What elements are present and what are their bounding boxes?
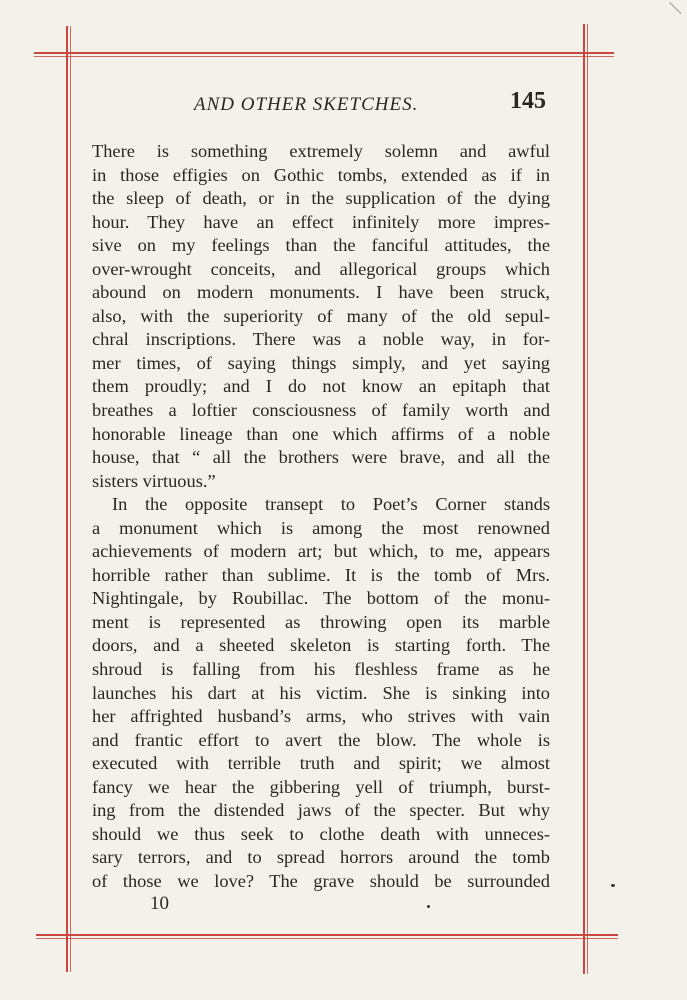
right-border-rule	[583, 24, 585, 974]
left-border-rule-inner	[70, 26, 71, 972]
text-line: ment is represented as throwing open its marble	[92, 611, 550, 632]
bottom-border-rule-inner	[36, 938, 618, 939]
signature-mark: 10	[150, 893, 169, 914]
text-line: horrible rather than sublime. It is the tomb of Mrs.	[92, 564, 550, 585]
text-line: honorable lineage than one which affirms of a noble	[92, 423, 550, 444]
text-line: fancy we hear the gibbering yell of triumph, burst-	[92, 776, 550, 797]
text-line: them proudly; and I do not know an epitaph that	[92, 376, 550, 397]
text-line: over-wrought conceits, and allegorical groups which	[92, 258, 550, 279]
text-line: doors, and a sheeted skeleton is starting forth. The	[92, 635, 550, 656]
text-line: executed with terrible truth and spirit; we almost	[92, 753, 550, 774]
ink-speck	[611, 884, 615, 887]
text-line: shroud is falling from his fleshless frame as he	[92, 659, 550, 680]
text-line: There is something extremely solemn and awful	[92, 141, 550, 161]
text-line: In the opposite transept to Poet’s Corner stands	[112, 494, 550, 515]
left-border-rule	[66, 26, 68, 972]
text-line: mer times, of saying things simply, and yet saying	[92, 352, 550, 373]
bottom-border-rule	[36, 934, 618, 936]
page-number: 145	[510, 88, 546, 114]
text-line: the sleep of death, or in the supplication of the dying	[92, 188, 550, 209]
text-line: sary terrors, and to spread horrors around the tomb	[92, 847, 550, 868]
page-header	[92, 88, 550, 124]
running-head: AND OTHER SKETCHES.	[194, 94, 419, 115]
text-line: breathes a loftier consciousness of family worth and	[92, 400, 550, 421]
text-line: ing from the distended jaws of the specter. But why	[92, 800, 550, 821]
text-line: abound on modern monuments. I have been struck,	[92, 282, 550, 303]
text-line: of those we love? The grave should be surrounded	[92, 870, 550, 891]
ink-speck	[427, 905, 430, 908]
text-line: a monument which is among the most renowned	[92, 517, 550, 538]
text-line: Nightingale, by Roubillac. The bottom of the monu-	[92, 588, 550, 609]
text-line: in those effigies on Gothic tombs, extended as if in	[92, 164, 550, 185]
text-line: achievements of modern art; but which, to me, appears	[92, 541, 550, 562]
right-border-rule-inner	[587, 24, 588, 974]
text-line: sisters virtuous.”	[92, 470, 216, 491]
text-line: her affrighted husband’s arms, who strives with vain	[92, 706, 550, 727]
corner-mark	[669, 2, 681, 14]
text-line: hour. They have an effect infinitely more impres-	[92, 211, 550, 232]
text-line: launches his dart at his victim. She is sinking into	[92, 682, 550, 703]
text-line: also, with the superiority of many of the old sepul-	[92, 305, 550, 326]
text-line: sive on my feelings than the fanciful attitudes, the	[92, 235, 550, 256]
text-line: should we thus seek to clothe death with unneces-	[92, 823, 550, 844]
top-border-rule-inner	[34, 56, 614, 57]
text-line: and frantic effort to avert the blow. The whole is	[92, 729, 550, 750]
text-line: house, that “ all the brothers were brave, and all the	[92, 447, 550, 468]
top-border-rule	[34, 52, 614, 54]
text-line: chral inscriptions. There was a noble way, in for-	[92, 329, 550, 350]
body-text	[92, 140, 550, 894]
